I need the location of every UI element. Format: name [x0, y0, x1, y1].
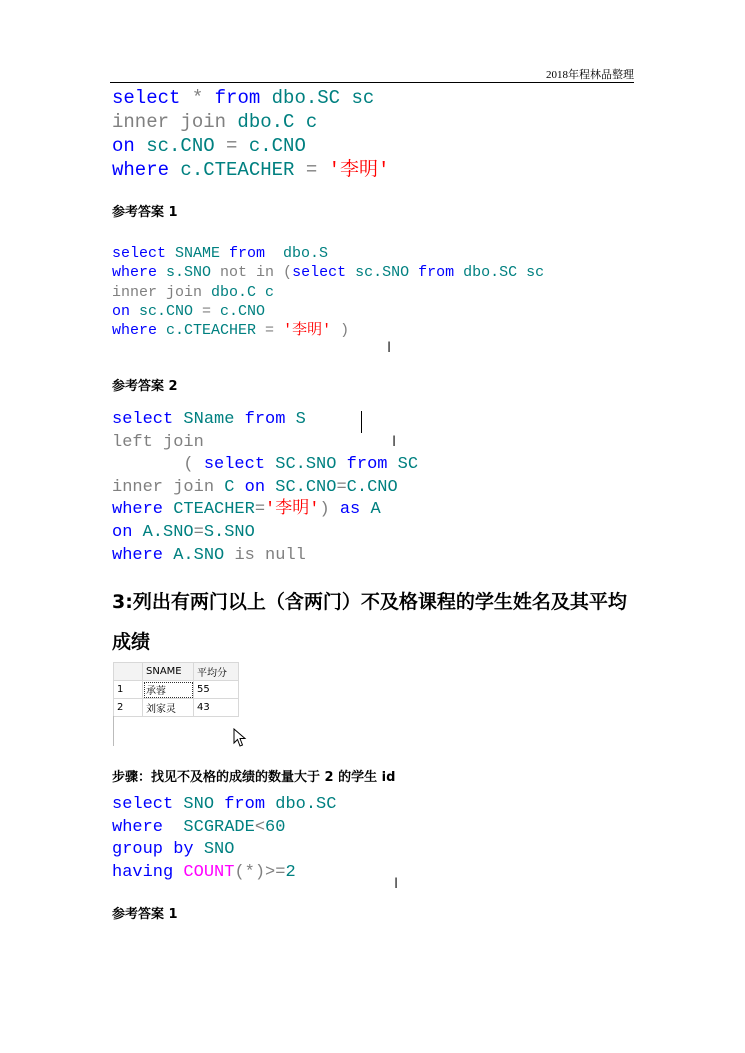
code-line: [112, 302, 544, 321]
code-line: [112, 862, 336, 885]
code-token: SName: [173, 410, 245, 429]
sql-code-block-1: [112, 86, 389, 182]
code-line: [112, 477, 418, 500]
code-token: select: [112, 410, 174, 429]
code-line: [112, 454, 418, 477]
sql-code-block-2: [112, 244, 544, 340]
code-line: [112, 432, 418, 455]
code-token: from: [346, 455, 388, 475]
code-token: from: [224, 795, 266, 814]
code-token: (*)>=: [234, 862, 286, 882]
code-token: sc.CNO: [130, 302, 203, 320]
code-token: *: [180, 87, 215, 109]
code-token: (: [274, 264, 293, 282]
code-token: [173, 863, 183, 882]
code-token: from: [214, 87, 261, 109]
code-token: select: [112, 87, 181, 109]
answer-label-1: 参考答案 1: [112, 205, 178, 220]
code-token: SNAME: [166, 245, 230, 262]
code-token: =: [254, 500, 266, 520]
code-token: c.CNO: [237, 135, 306, 157]
code-token: S.SNO: [203, 522, 255, 542]
code-token: on: [112, 135, 135, 157]
code-line: [112, 321, 544, 340]
code-token: inner join: [112, 283, 203, 301]
code-token: select: [112, 795, 174, 814]
code-token: select: [203, 455, 266, 475]
code-line: [112, 839, 336, 862]
code-token: where: [112, 159, 170, 181]
code-line: [112, 522, 418, 545]
code-token: c.CTEACHER: [169, 159, 306, 181]
code-token: =: [193, 522, 204, 542]
code-token: (: [112, 455, 204, 475]
code-token: dbo.C c: [202, 283, 275, 301]
text-cursor-icon: I: [394, 876, 399, 892]
row-number: 2: [114, 699, 143, 717]
sql-code-block-4: [112, 794, 336, 884]
code-line: [112, 283, 544, 302]
code-token: select: [112, 245, 167, 262]
code-token: SNO: [173, 795, 225, 814]
code-token: s.SNO: [157, 264, 221, 282]
code-token: =: [202, 302, 212, 320]
code-token: select: [292, 264, 347, 282]
code-line: [112, 110, 389, 134]
text-cursor-icon: I: [392, 434, 397, 450]
mouse-pointer-icon: [233, 728, 247, 748]
code-token: '李明': [328, 159, 390, 181]
caret: [361, 411, 362, 433]
code-token: A: [360, 500, 381, 520]
code-line: [112, 409, 418, 432]
code-token: as: [339, 500, 361, 520]
code-token: dbo.SC: [265, 795, 337, 814]
answer-label-4: 参考答案 1: [112, 907, 178, 922]
code-token: where: [112, 817, 164, 837]
code-token: not in: [220, 264, 275, 282]
code-token: 2: [285, 862, 296, 882]
code-token: inner join: [112, 477, 215, 497]
code-token: SC: [387, 455, 419, 475]
code-line: [112, 794, 336, 817]
code-token: =: [226, 135, 238, 157]
sql-code-block-3: [112, 409, 418, 567]
code-token: on: [244, 477, 266, 497]
code-token: '李明': [283, 322, 332, 340]
column-header-sname[interactable]: SNAME: [143, 663, 194, 681]
result-grid: [113, 662, 245, 746]
code-token: is null: [234, 545, 306, 565]
grid-edge: [113, 716, 114, 746]
code-token: where: [112, 500, 164, 520]
row-number: 1: [114, 681, 143, 699]
code-token: group by: [112, 840, 194, 860]
code-token: dbo.C c: [226, 111, 318, 133]
cell-avg[interactable]: 43: [194, 699, 239, 717]
code-token: ): [319, 500, 340, 520]
code-token: A.SNO: [132, 522, 194, 542]
code-token: =: [336, 477, 347, 497]
code-line: [112, 817, 336, 840]
code-token: left join: [112, 432, 204, 452]
code-token: dbo.S: [265, 245, 329, 262]
code-token: SCGRADE: [163, 817, 255, 837]
code-token: inner join: [112, 111, 227, 133]
header-rule: [110, 82, 634, 83]
code-token: SNO: [193, 840, 235, 860]
code-token: <: [254, 817, 266, 837]
code-token: S: [285, 410, 306, 429]
table-row[interactable]: [114, 681, 239, 699]
code-token: dbo.SC sc: [454, 264, 545, 282]
code-line: [112, 499, 418, 522]
code-token: 60: [265, 817, 286, 837]
code-token: where: [112, 545, 164, 565]
code-token: A.SNO: [163, 545, 235, 565]
code-token: C.CNO: [346, 477, 398, 497]
code-token: c.CNO: [211, 302, 266, 320]
code-token: SC.SNO: [265, 455, 347, 475]
code-line: [112, 158, 389, 182]
code-token: having: [112, 862, 174, 882]
step-label: 步骤：找见不及格的成绩的数量大于 2 的学生 id: [112, 770, 396, 785]
question-3-title: 3:列出有两门以上（含两门）不及格课程的学生姓名及其平均成绩: [112, 591, 627, 653]
code-token: dbo.SC sc: [260, 87, 375, 109]
code-token: SC.CNO: [265, 477, 337, 497]
code-token: =: [305, 159, 318, 181]
code-token: [317, 159, 328, 181]
code-token: CTEACHER: [163, 500, 255, 520]
code-token: '李明': [265, 500, 320, 520]
code-token: sc.CNO: [134, 135, 227, 157]
code-token: C: [214, 477, 245, 497]
code-token: on: [112, 302, 131, 320]
code-line: [112, 545, 418, 568]
code-token: from: [229, 245, 266, 262]
code-token: =: [265, 322, 275, 340]
code-token: sc.SNO: [346, 264, 419, 282]
code-line: [112, 244, 544, 263]
code-line: [112, 86, 389, 110]
code-line: [112, 263, 544, 282]
code-token: from: [418, 264, 455, 282]
code-token: on: [112, 522, 133, 542]
code-token: [274, 322, 283, 339]
cell-avg[interactable]: 55: [194, 681, 239, 699]
answer-label-2: 参考答案 2: [112, 379, 178, 394]
cell-sname[interactable]: 刘家灵: [143, 699, 194, 717]
code-token: COUNT: [183, 862, 235, 882]
code-token: c.CTEACHER: [157, 322, 266, 340]
grid-corner: [114, 663, 143, 681]
page-header: 2018年程林品整理: [546, 69, 634, 81]
column-header-avg[interactable]: 平均分: [194, 663, 239, 681]
cell-sname[interactable]: 承蓉: [143, 681, 194, 699]
text-cursor-icon: I: [387, 340, 392, 356]
code-token: where: [112, 322, 158, 340]
table-row[interactable]: [114, 699, 239, 717]
code-line: [112, 134, 389, 158]
code-token: ): [331, 322, 350, 340]
code-token: from: [244, 410, 286, 429]
code-token: where: [112, 264, 158, 282]
